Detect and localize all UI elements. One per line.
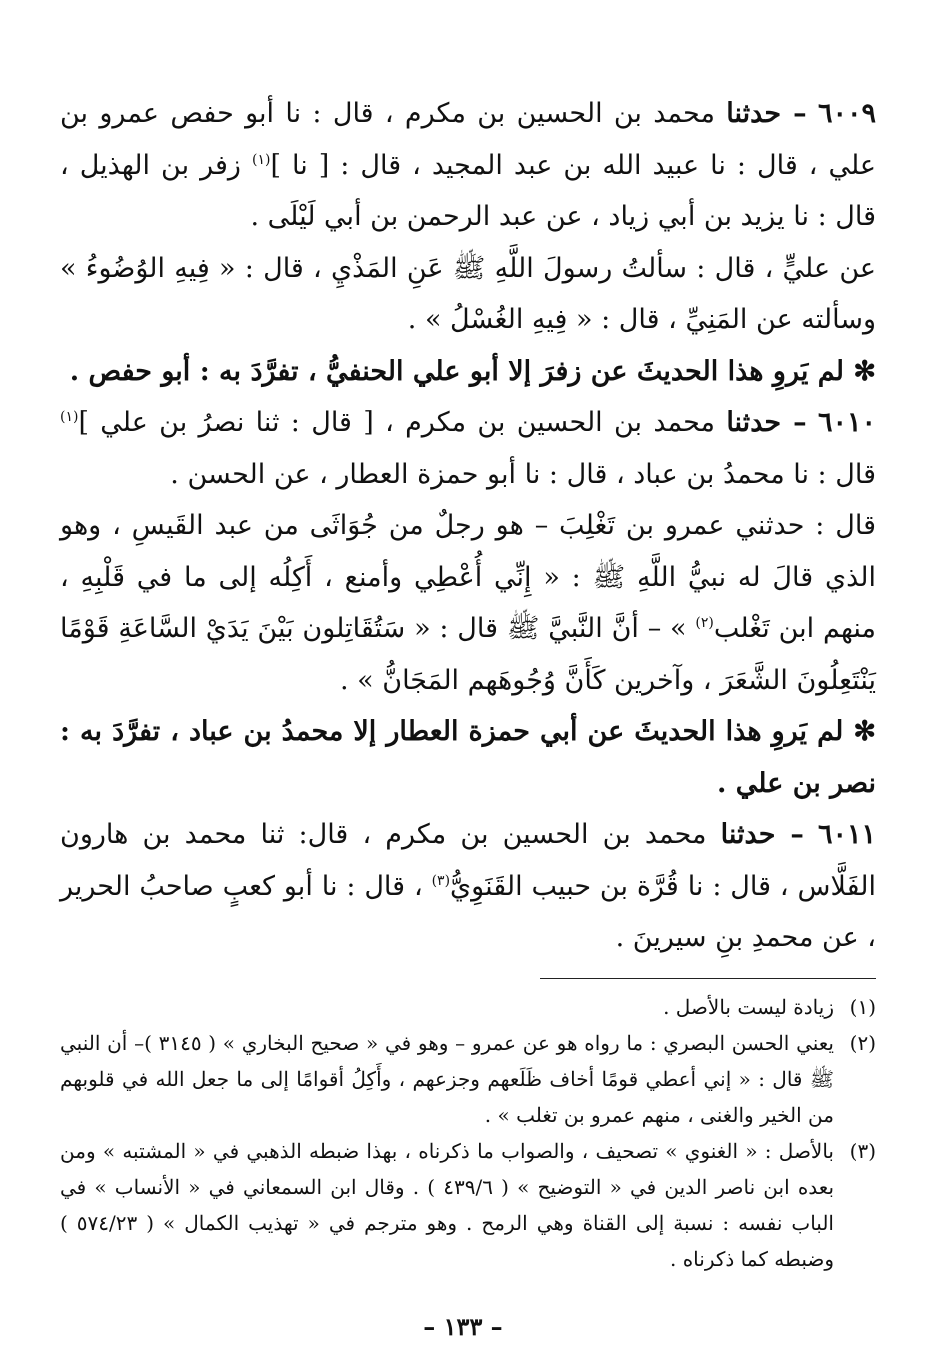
- isnad-text: محمد بن الحسين بن مكرم ، [ قال : ثنا نصرُ بن علي ]: [78, 407, 716, 438]
- hadith-number: ٦٠٠٩: [817, 98, 876, 129]
- hadith-opening: – حدثنا: [726, 407, 807, 438]
- footnotes-divider: [540, 978, 876, 979]
- remark-text: ✻ لم يَروِ هذا الحديثَ عن زفرَ إلا أبو علي الحنفيُّ ، تفرَّدَ به : أبو حفص .: [69, 355, 876, 387]
- footnote-1: [60, 989, 876, 1025]
- footnote-ref: (١): [60, 409, 79, 425]
- remark-text: ✻ لم يَروِ هذا الحديثَ عن أبي حمزة العطار إلا محمدُ بن عباد ، تفرَّدَ به : نصر بن علي .: [60, 716, 876, 799]
- hadith-number: ٦٠١١: [817, 819, 876, 850]
- hadith-6009-matn: عن عليٍّ ، قال : سألتُ رسولَ اللَّهِ ﷺ عَنِ المَذْيِ ، قال : « فِيهِ الوُضُوءُ » وسألته عن المَنِيِّ ، قال : « فِيهِ الغُسْلُ » .: [60, 252, 876, 335]
- page-number: – ١٣٣ –: [423, 1312, 503, 1341]
- hadith-6011-isnad: [60, 809, 876, 964]
- footnote-number: (٢): [849, 1030, 876, 1055]
- hadith-6010-remark: [60, 706, 876, 809]
- footnote-text: بالأصل : « الغنوي » تصحيف ، والصواب ما ذكرناه ، بهذا ضبطه الذهبي في « المشتبه » ومن بعده ابن ناصر الدين في « التوضيح » ( ٤٣٩/٦ ) . وقال ابن السمعاني في « الأنساب » في الباب نفسه : نسبة إلى القناة وهي الرمح . وهو مترجم في « تهذيب الكمال » ( ٥٧٤/٢٣ ) وضبطه كما ذكرناه .: [60, 1138, 835, 1271]
- matn-part-2: » – أنَّ النَّبيَّ ﷺ قال : « سَتُقَاتِلون بَيْنَ يَدَيْ السَّاعَةِ قَوْمًا يَنْتَعِلُونَ الشَّعَرَ ، وآخرين كَأَنَّ وُجُوهَهم المَجَانُّ » .: [60, 613, 876, 696]
- footnote-text: زيادة ليست بالأصل .: [663, 994, 834, 1019]
- hadith-6010-matn: [60, 500, 876, 706]
- footnote-3: [60, 1133, 876, 1277]
- footnote-number: (١): [849, 994, 876, 1019]
- isnad-text-continued: ، قال : نا أبو كعبٍ صاحبُ الحرير ، عن محمدِ بنِ سيرينَ .: [60, 870, 876, 953]
- hadith-number: ٦٠١٠: [817, 407, 876, 438]
- footnote-ref: (٣): [431, 872, 451, 889]
- isnad-text-continued: زفر بن الهذيل ، قال : نا يزيد بن أبي زياد ، عن عبد الرحمن بن أبي لَيْلَى .: [60, 149, 876, 232]
- footnote-text: يعني الحسن البصري : ما رواه هو عن عمرو – وهو في « صحيح البخاري » ( ٣١٤٥ )– أن النبي ﷺ قال : « إني أعطي قومًا أخاف ظَلَعهم وجزعهم ، وأَكِلُ أقوامًا إلى ما جعل الله في قلوبهم من الخير والغنى ، منهم عمرو بن تغلب » .: [60, 1030, 834, 1127]
- hadith-opening: – حدثنا: [726, 98, 807, 129]
- hadith-6010-isnad: [60, 397, 876, 500]
- footnote-2: [60, 1025, 876, 1133]
- isnad-text: محمد بن الحسين بن مكرم ، قال: ثنا محمد بن هارون الفَلَّاس ، قال : نا قُرَّة بن حبيب القَنَوِيُّ: [60, 819, 876, 902]
- footnote-number: (٣): [849, 1138, 876, 1163]
- hadith-6009-isnad: [60, 88, 876, 243]
- footnote-ref: (١): [251, 151, 271, 168]
- hadith-opening: – حدثنا: [720, 819, 804, 850]
- isnad-text: محمد بن الحسين بن مكرم ، قال : نا أبو حفص عمرو بن علي ، قال : نا عبيد الله بن عبد المجيد ، قال : [ نا ]: [60, 98, 876, 181]
- matn-part-1: قال : حدثني عمرو بن تَغْلِبَ – هو رجلٌ من جُوَاثَى من عبد القَيسِ ، وهو الذي قالَ له نبيُّ اللَّهِ ﷺ : « إِنِّي أُعْطِي وأمنع ، أَكِلُه إلى ما في قَلْبِهِ ، منهم ابن تَغْلب: [60, 510, 876, 644]
- footnote-ref: (٢): [695, 615, 714, 631]
- hadith-6009-remark: [60, 346, 876, 398]
- isnad-text-continued: قال : نا محمدُ بن عباد ، قال : نا أبو حمزة العطار ، عن الحسن .: [170, 458, 876, 490]
- footnotes: [60, 989, 876, 1277]
